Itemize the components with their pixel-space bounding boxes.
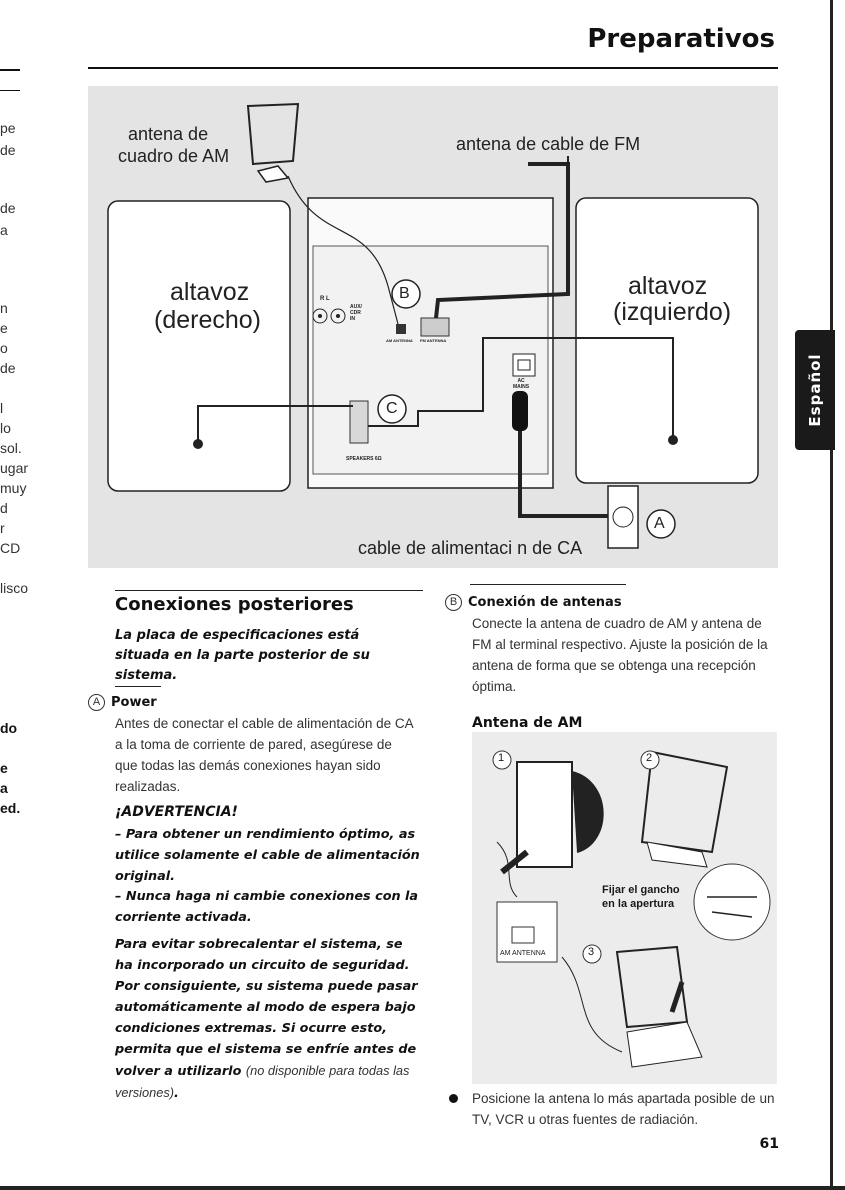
- fm-antenna-terminal: [421, 318, 449, 336]
- margin-fragment: de: [0, 200, 16, 216]
- speaker-terminals: [350, 401, 368, 443]
- fm-antenna-label: antena de cable de FM: [456, 134, 641, 154]
- intro-text: La placa de especificaciones está situada en la parte posterior de su sistema.: [115, 628, 370, 683]
- margin-fragment: n: [0, 300, 8, 316]
- panel-speakers-label: SPEAKERS 6Ω: [346, 456, 382, 462]
- am-panel-label: AM ANTENNA: [500, 950, 546, 957]
- margin-fragment: a: [0, 222, 8, 238]
- safety-text: [115, 934, 420, 1104]
- am-antenna-illustration: [472, 732, 777, 1084]
- margin-fragment: lisco: [0, 580, 29, 596]
- rear-connections-diagram: [88, 86, 778, 568]
- subsection-rule: [115, 686, 161, 687]
- panel-aux-label: AUX/ CDR IN: [350, 304, 362, 322]
- marker-a: A: [654, 515, 665, 532]
- am-antenna-label-1: antena de: [128, 124, 209, 144]
- antenna-heading-text: Conexión de antenas: [468, 595, 622, 610]
- hook-label-2: en la apertura: [602, 898, 675, 910]
- margin-fragment: de: [0, 142, 16, 158]
- margin-fragment: r: [0, 520, 5, 536]
- ac-mains-socket: [513, 354, 535, 376]
- page-edge-bottom: [0, 1186, 845, 1190]
- warning-title: ¡ADVERTENCIA!: [115, 804, 238, 820]
- speaker-left-label-1: altavoz: [628, 272, 708, 300]
- step-2-label: 2: [646, 752, 653, 764]
- panel-rl-label: R L: [320, 296, 330, 302]
- bullet: [449, 1094, 458, 1103]
- marker-b: B: [399, 285, 410, 302]
- marker-c: C: [386, 400, 398, 417]
- language-tab: [795, 330, 835, 450]
- power-heading: [88, 694, 157, 711]
- step-3-label: 3: [588, 946, 595, 958]
- hook-label-1: Fijar el gancho: [602, 884, 680, 896]
- margin-fragment: a: [0, 780, 8, 796]
- margin-fragment: l: [0, 400, 4, 416]
- margin-fragment: de: [0, 360, 16, 376]
- section-rule: [115, 590, 423, 591]
- am-antenna-step3: [617, 947, 687, 1027]
- warning-1: – Para obtener un rendimiento óptimo, as utilice solamente el cable de alimentación original.: [115, 827, 420, 884]
- margin-fragment: muy: [0, 480, 27, 496]
- power-text: Antes de conectar el cable de alimentación de CA a la toma de corriente de pared, asegúrese de que todas las demás conexiones hayan sido realizadas.: [115, 716, 413, 794]
- power-plug: [512, 391, 528, 431]
- margin-fragment: pe: [0, 120, 16, 136]
- margin-fragment: e: [0, 320, 8, 336]
- power-marker: A: [88, 694, 105, 711]
- am-loop-antenna: [248, 104, 298, 164]
- step-1-label: 1: [498, 752, 505, 764]
- margin-fragment: o: [0, 340, 8, 356]
- safety-note: (no disponible para todas las versiones): [115, 1063, 410, 1100]
- section-heading-rear-connections: Conexiones posteriores: [115, 594, 354, 615]
- antenna-marker: B: [445, 594, 462, 611]
- power-cable-label: cable de alimentaci n de CA: [358, 538, 583, 558]
- am-antenna-label-2: cuadro de AM: [118, 146, 230, 166]
- header-rule: [88, 67, 778, 69]
- bullet-text: Posicione la antena lo más apartada posible de un TV, VCR u otras fuentes de radiación.: [472, 1091, 775, 1127]
- section-rule-right: [470, 584, 626, 585]
- margin-fragment: sol.: [0, 440, 22, 456]
- speaker-right-label-1: altavoz: [170, 278, 250, 306]
- panel-ac-label: AC MAINS: [513, 378, 530, 390]
- margin-fragment: ugar: [0, 460, 29, 476]
- speaker-left-box: [576, 198, 758, 483]
- speaker-right-label-2: (derecho): [154, 306, 261, 334]
- margin-fragment: ed.: [0, 800, 21, 816]
- margin-fragment: e: [0, 760, 8, 776]
- antenna-text: Conecte la antena de cuadro de AM y antena de FM al terminal respectivo. Ajuste la posición de la antena de forma que se obtenga una recepción óptima.: [472, 616, 768, 694]
- safety-text-main: Para evitar sobrecalentar el sistema, se ha incorporado un circuito de seguridad. Por consiguiente, su sistema puede pasar automáticamente al modo de espera bajo condiciones extremas. Si ocurre esto, permita que el sistema se enfríe antes de volver a utilizarlo: [115, 937, 418, 1079]
- language-tab-label: Español: [806, 353, 824, 427]
- rotate-arrow-icon: [672, 982, 682, 1012]
- page-title: Preparativos: [587, 24, 775, 54]
- page-edge-right: [830, 0, 833, 1190]
- am-antenna-heading: Antena de AM: [472, 715, 583, 731]
- page-number: 61: [759, 1136, 779, 1152]
- hook-detail-circle: [694, 864, 770, 940]
- safety-end: .: [174, 1086, 179, 1101]
- left-rule-thin: [0, 90, 20, 91]
- am-antenna-terminal: [396, 324, 406, 334]
- panel-fm-label: FM ANTENNA: [420, 338, 447, 343]
- margin-fragment: do: [0, 720, 18, 736]
- speaker-left-label-2: (izquierdo): [613, 298, 732, 326]
- antenna-heading: [445, 594, 622, 611]
- margin-fragment: CD: [0, 540, 21, 556]
- left-rule: [0, 69, 20, 71]
- margin-fragment: lo: [0, 420, 11, 436]
- warning-2: – Nunca haga ni cambie conexiones con la corriente activada.: [115, 889, 419, 925]
- margin-fragment: d: [0, 500, 8, 516]
- panel-am-label: AM ANTENNA: [386, 338, 413, 343]
- power-heading-text: Power: [111, 695, 157, 710]
